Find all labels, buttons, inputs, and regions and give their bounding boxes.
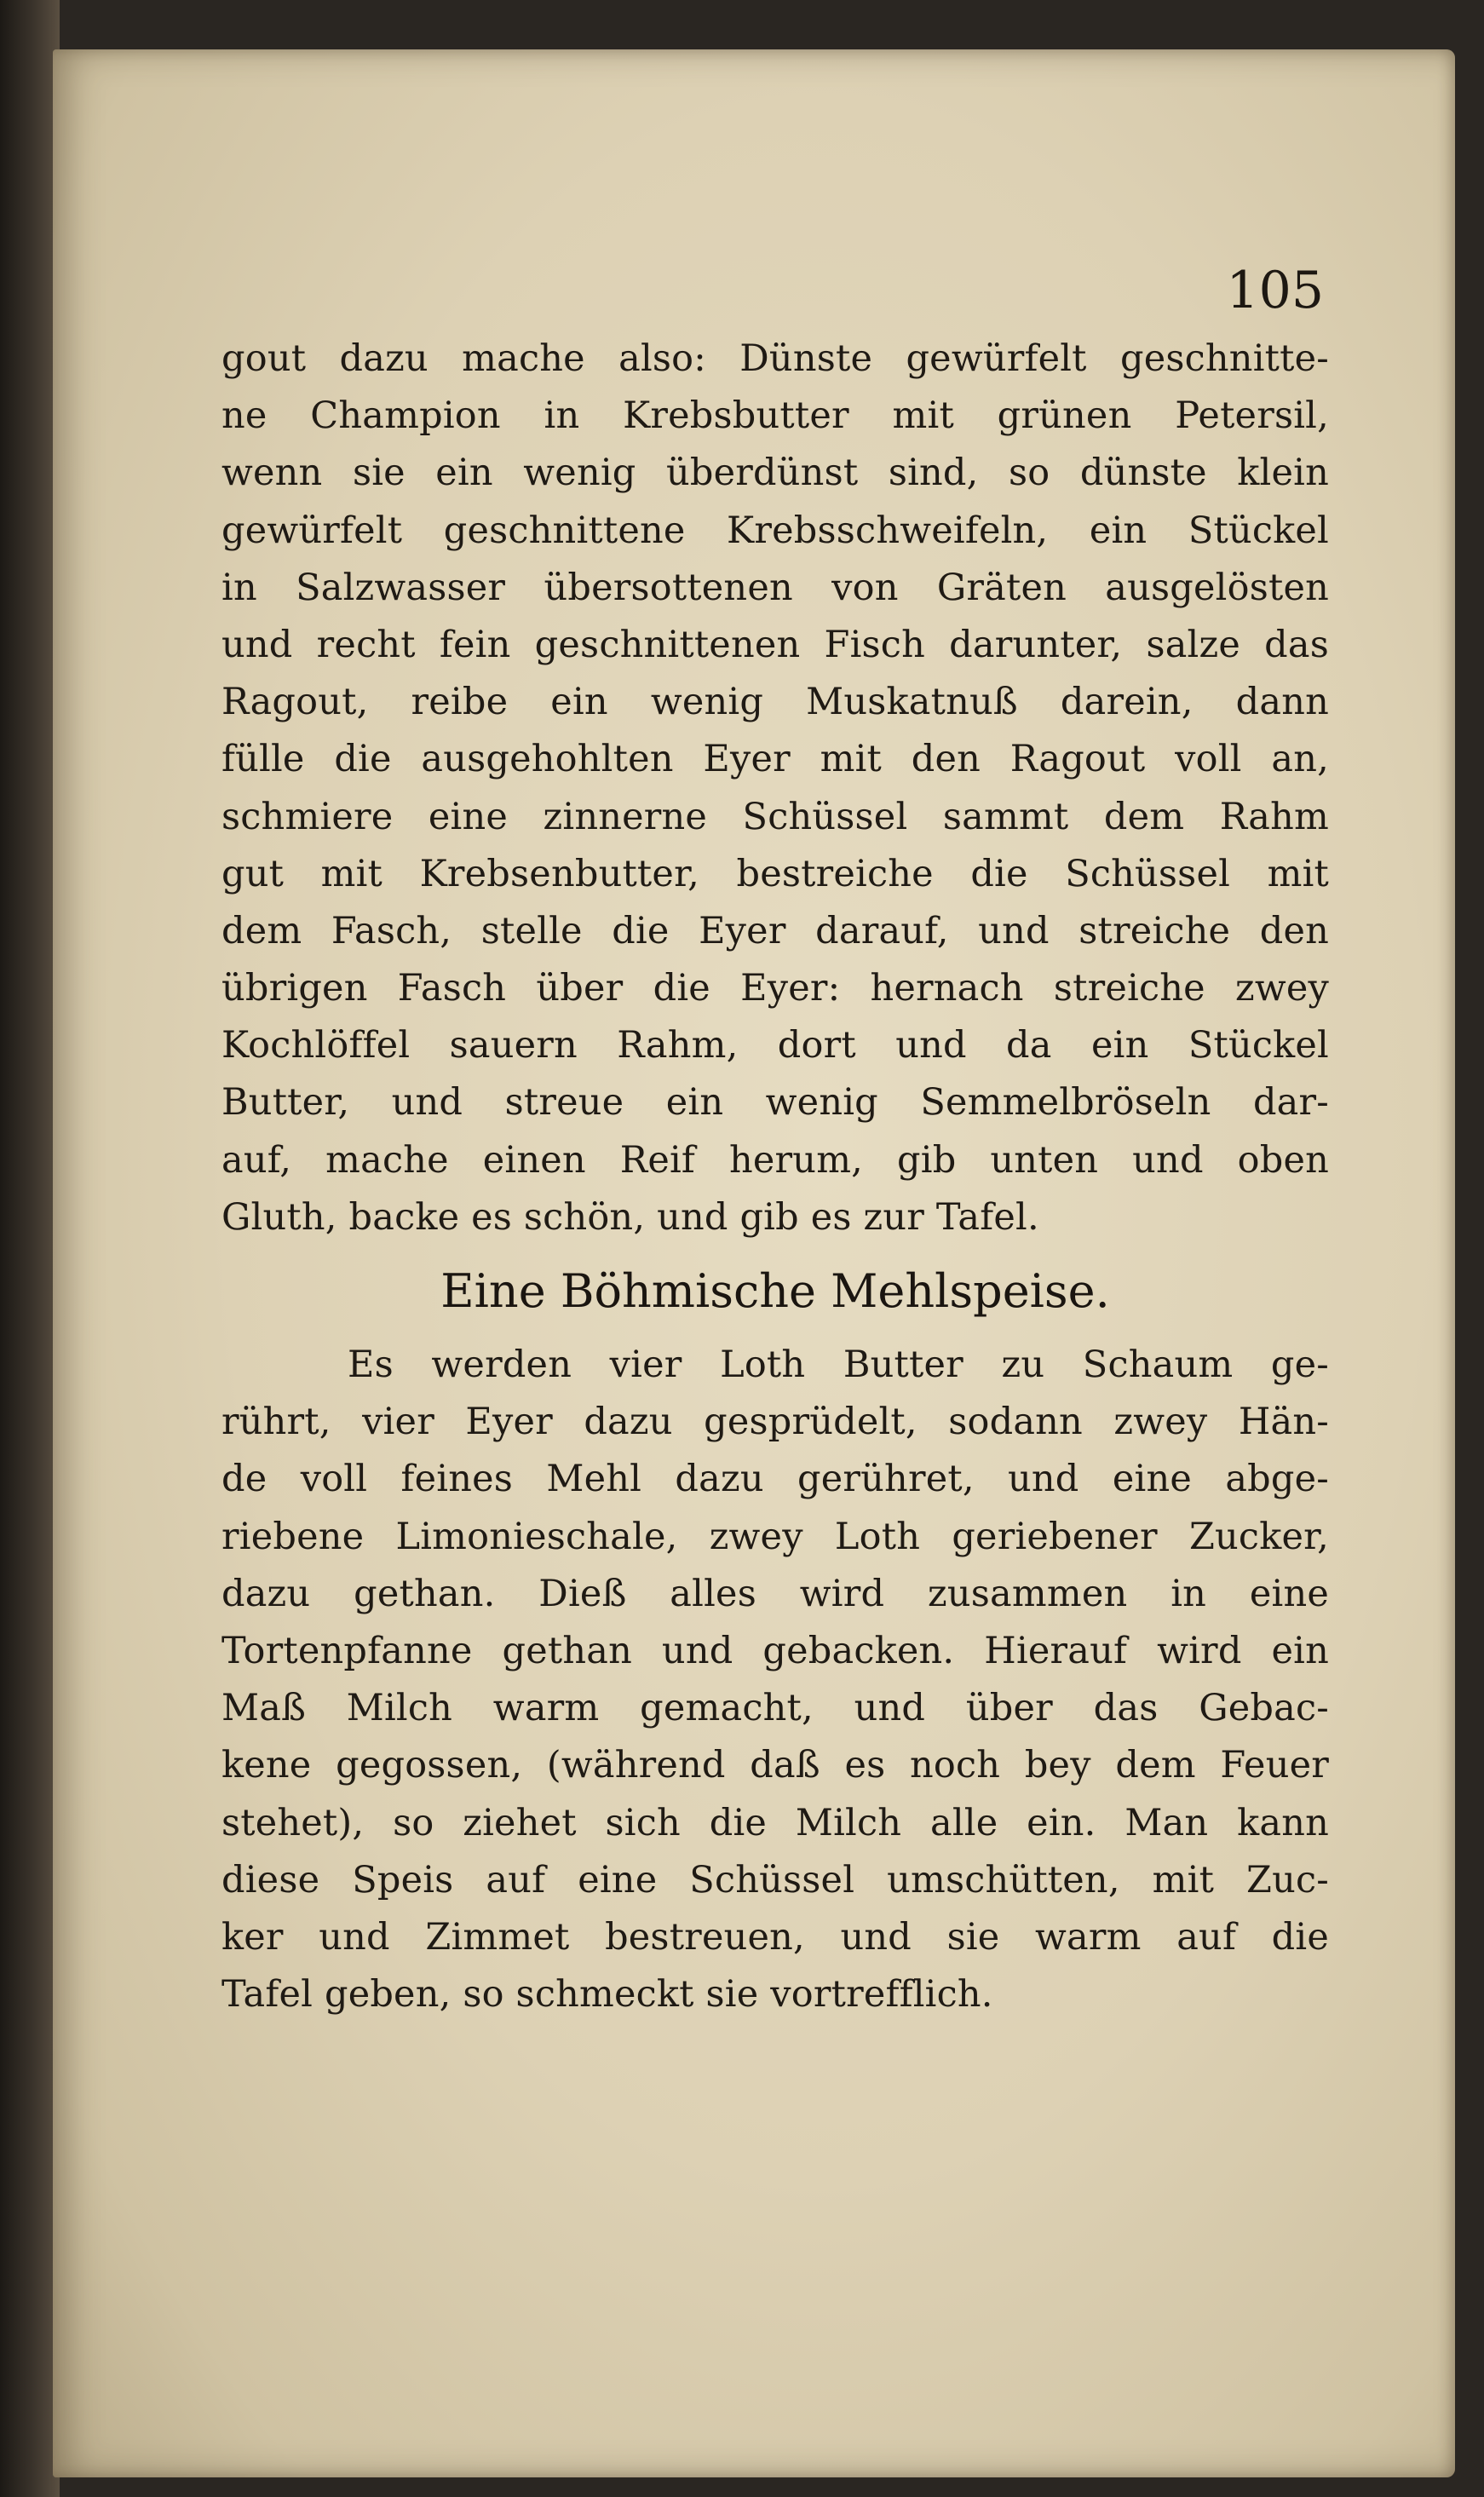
text-line: de voll feines Mehl dazu gerühret, und eine abge- <box>221 1458 1329 1501</box>
text-line: Es werden vier Loth Butter zu Schaum ge- <box>348 1343 1329 1386</box>
text-line: Butter, und streue ein wenig Semmelbröseln dar- <box>221 1081 1329 1125</box>
text-line: ne Champion in Krebsbutter mit grünen Petersil, <box>221 394 1329 438</box>
text-line: gout dazu mache also: Dünste gewürfelt geschnitte- <box>221 337 1329 380</box>
page-number: 105 <box>1226 261 1324 320</box>
text-line: auf, mache einen Reif herum, gib unten und oben <box>221 1138 1329 1182</box>
paragraph-ragout-continuation <box>221 331 1329 1246</box>
text-line: gewürfelt geschnittene Krebsschweifeln, ein Stückel <box>221 509 1329 552</box>
text-line: ker und Zimmet bestreuen, und sie warm auf die <box>221 1915 1329 1959</box>
paragraph-mehlspeise <box>221 1337 1329 2023</box>
text-line: rührt, vier Eyer dazu gesprüdelt, sodann zwey Hän- <box>221 1401 1329 1444</box>
text-line: dazu gethan. Dieß alles wird zusammen in eine <box>221 1572 1329 1615</box>
book-binding-edge <box>0 0 60 2497</box>
text-line: übrigen Fasch über die Eyer: hernach streiche zwey <box>221 967 1329 1010</box>
text-line: Kochlöffel sauern Rahm, dort und da ein Stückel <box>221 1024 1329 1067</box>
text-line: stehet), so ziehet sich die Milch alle ein. Man kann <box>221 1801 1329 1844</box>
page-text <box>221 331 1329 2023</box>
recipe-heading: Eine Böhmische Mehlspeise. <box>440 1264 1110 1318</box>
text-line: Tafel geben, so schmeckt sie vortrefflich. <box>221 1973 993 2017</box>
text-line: diese Speis auf eine Schüssel umschütten, mit Zuc- <box>221 1858 1329 1902</box>
book-page <box>53 49 1455 2477</box>
text-line: riebene Limonieschale, zwey Loth geriebener Zucker, <box>221 1515 1329 1558</box>
text-line: gut mit Krebsenbutter, bestreiche die Schüssel mit <box>221 852 1329 895</box>
text-line: Ragout, reibe ein wenig Muskatnuß darein, dann <box>221 681 1329 724</box>
text-line: schmiere eine zinnerne Schüssel sammt dem Rahm <box>221 795 1329 838</box>
text-line: Maß Milch warm gemacht, und über das Gebac- <box>221 1687 1329 1730</box>
text-line: in Salzwasser übersottenen von Gräten ausgelösten <box>221 566 1329 609</box>
text-line: Tortenpfanne gethan und gebacken. Hierauf wird ein <box>221 1629 1329 1672</box>
text-line: dem Fasch, stelle die Eyer darauf, und streiche den <box>221 909 1329 952</box>
text-line: wenn sie ein wenig überdünst sind, so dünste klein <box>221 452 1329 495</box>
text-line: kene gegossen, (während daß es noch bey dem Feuer <box>221 1744 1329 1787</box>
text-line: fülle die ausgehohlten Eyer mit den Ragout voll an, <box>221 738 1329 781</box>
text-line: und recht fein geschnittenen Fisch darunter, salze das <box>221 623 1329 666</box>
text-line: Gluth, backe es schön, und gib es zur Tafel. <box>221 1195 1039 1239</box>
